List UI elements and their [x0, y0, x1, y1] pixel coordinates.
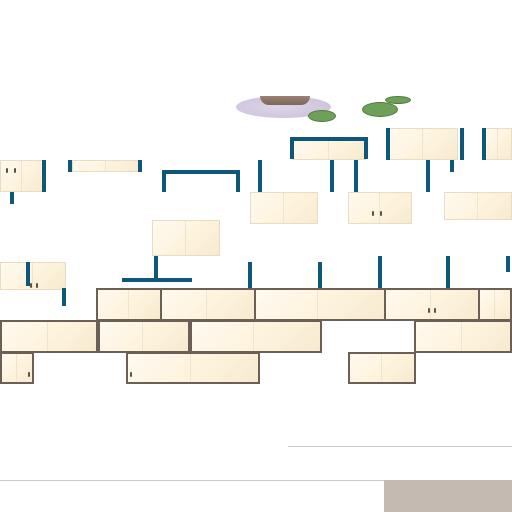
cabinet-tile: [292, 140, 366, 160]
cabinet-tile: [160, 288, 256, 321]
rock: [260, 96, 310, 105]
lily-pad: [385, 96, 411, 104]
fence-rail: [290, 137, 368, 141]
cabinet-tile: [414, 320, 512, 353]
cabinet-tile: [190, 320, 322, 353]
fence-post: [506, 256, 510, 272]
floor-edge: [288, 446, 512, 447]
cabinet-knob: [372, 211, 374, 216]
lily-pad: [362, 102, 398, 117]
cabinet-knob: [14, 168, 16, 173]
fence-post: [248, 262, 252, 288]
fence-post: [450, 160, 454, 172]
cabinet-tile: [96, 288, 162, 321]
cabinet-tile: [484, 128, 512, 160]
floor-edge: [0, 480, 384, 481]
fence-post: [386, 128, 390, 160]
fence-post: [42, 160, 46, 192]
cabinet-knob: [380, 211, 382, 216]
cabinet-knob: [434, 308, 436, 313]
fence-post: [426, 160, 430, 192]
fence-post: [378, 256, 382, 288]
fence-post: [236, 170, 240, 192]
fence-post: [26, 262, 30, 286]
cabinet-knob: [36, 283, 38, 288]
fence-post: [10, 192, 14, 204]
fence-post: [138, 160, 142, 172]
fence-post: [62, 288, 66, 306]
cabinet-tile: [348, 192, 412, 224]
cabinet-tile: [72, 160, 140, 172]
fence-rail: [162, 170, 240, 174]
fence-post: [290, 137, 294, 159]
cabinet-tile: [98, 320, 190, 353]
fence-post: [258, 160, 262, 192]
fence-post: [318, 262, 322, 288]
cabinet-tile: [478, 288, 512, 321]
cabinet-knob: [428, 308, 430, 313]
cabinet-tile: [250, 192, 318, 224]
cabinet-knob: [30, 283, 32, 288]
lily-pad: [308, 110, 336, 122]
fence-post: [482, 128, 486, 160]
cabinet-tile: [444, 192, 512, 220]
fence-post: [364, 137, 368, 159]
cabinet-tile: [384, 288, 480, 321]
cabinet-tile: [0, 160, 44, 192]
cabinet-knob: [130, 372, 132, 377]
fence-post: [330, 160, 334, 192]
cabinet-tile: [0, 320, 98, 353]
fence-post: [354, 160, 358, 192]
fence-post: [162, 170, 166, 192]
cabinet-tile: [254, 288, 386, 321]
fence-post: [154, 256, 158, 280]
fence-post: [446, 256, 450, 288]
fence-post: [460, 128, 464, 160]
cabinet-tile: [348, 352, 416, 384]
cabinet-knob: [6, 168, 8, 173]
cabinet-knob: [28, 372, 30, 377]
cabinet-tile: [0, 352, 34, 384]
cabinet-tile: [152, 220, 220, 256]
cabinet-tile: [126, 352, 260, 384]
cabinet-tile: [0, 262, 66, 290]
cabinet-tile: [388, 128, 458, 160]
fence-post: [68, 160, 72, 172]
stone-slab: [384, 480, 512, 512]
